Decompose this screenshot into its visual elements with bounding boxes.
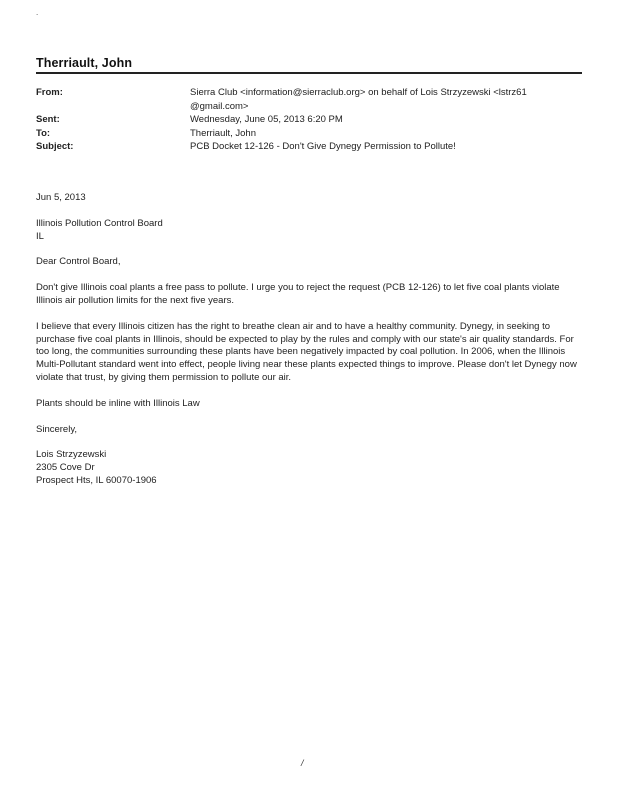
body-paragraph-1: Don't give Illinois coal plants a free pass to pollute. I urge you to reject the request (PCB 12-126) to let five coal plants violate Illinois air pollution limits for the next five years. [36,282,560,306]
page-mark-bottom: / [301,758,304,768]
from-value-line2: @gmail.com> [190,100,249,112]
body-paragraph-3: Plants should be inline with Illinois Law [36,397,200,409]
signature-address-line1: 2305 Cove Dr [36,462,95,474]
body-paragraph-2: I believe that every Illinois citizen has the right to breathe clean air and to have a healthy community. Dynegy, in seeking to purchase five coal plants in Illinois, should be expected to play by the rules and comply with our state's air quality standards. For too long, the communities surrounding these plants have been negatively impacted by coal pollution. In 2006, when the Illinois Multi-Pollutant standard went into effect, people living near these plants expected things to improve. Please don't let Dynegy now violate that trust, by giving them permission to pollute our air. [36,320,577,383]
from-row [36,86,582,113]
sent-row [36,113,582,127]
from-label: From: [36,87,63,98]
from-value-line1: Sierra Club <information@sierraclub.org> on behalf of Lois Strzyzewski <lstrz61 [190,87,527,98]
signature-name: Lois Strzyzewski [36,449,107,461]
subject-label: Subject: [36,141,74,152]
to-label: To: [36,127,51,139]
recipient-line2: IL [36,230,44,242]
header-divider [36,72,582,74]
recipient-block [36,218,582,244]
closing: Sincerely, [36,423,78,435]
recipient-line1: Illinois Pollution Control Board [36,217,163,229]
sent-label: Sent: [36,114,60,125]
subject-value: PCB Docket 12-126 - Don't Give Dynegy Permission to Pollute! [190,141,456,152]
from-value [190,86,582,113]
salutation: Dear Control Board, [36,256,121,268]
letter-date: Jun 5, 2013 [36,192,86,203]
email-metadata [36,86,582,154]
signature-address-line2: Prospect Hts, IL 60070-1906 [36,474,157,486]
page-mark-top: . [36,8,39,17]
email-body [36,192,582,488]
signature-block [36,449,582,487]
sent-value: Wednesday, June 05, 2013 6:20 PM [190,114,343,125]
to-value: Therriault, John [190,127,257,139]
sender-name-heading: Therriault, John [36,56,133,70]
to-row [36,127,582,141]
subject-row [36,140,582,154]
